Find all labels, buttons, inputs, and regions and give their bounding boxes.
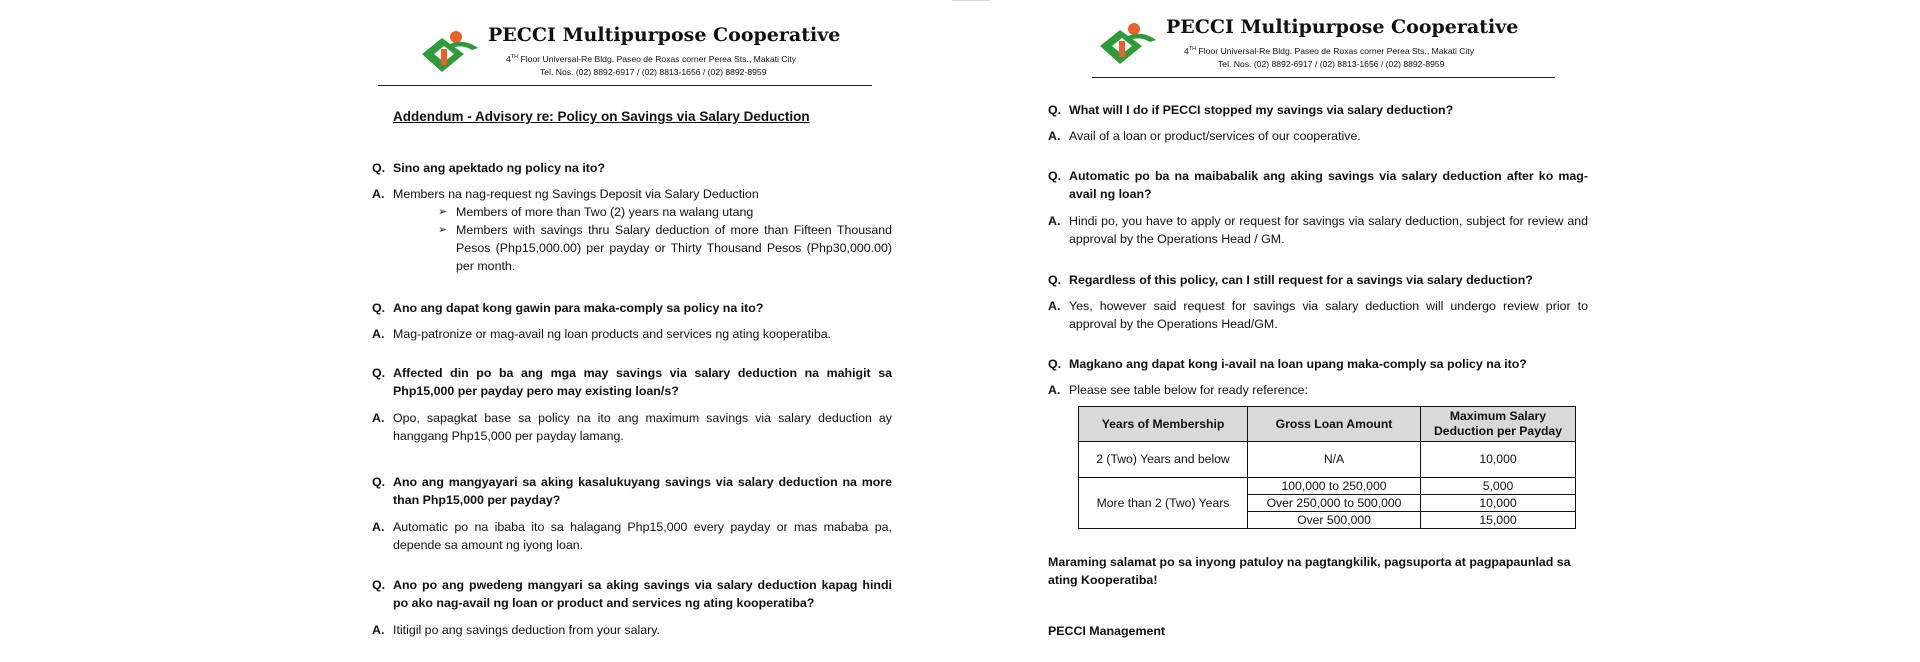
table-row xyxy=(1079,478,1576,495)
letterhead-divider xyxy=(1092,77,1555,78)
answer-2: A. Mag-patronize or mag-avail ng loan products and services ng ating kooperatiba. xyxy=(372,327,832,341)
org-name: PECCI Multipurpose Cooperative xyxy=(1166,16,1519,38)
column-header: Years of Membership xyxy=(1079,407,1248,442)
pecci-logo-icon xyxy=(1098,20,1162,68)
table-cell: 10,000 xyxy=(1421,442,1576,478)
list-item: ➢ Members of more than Two (2) years na walang utang xyxy=(438,203,892,221)
answer-1-bullets xyxy=(438,203,892,275)
answer-7: A. Hindi po, you have to apply or request for savings via salary deduction, subject for review and approval by the Operations Head / GM. xyxy=(1048,214,1588,246)
loan-reference-table xyxy=(1078,406,1576,529)
question-8: Q. Regardless of this policy, can I still request for a savings via salary deduction? xyxy=(1048,273,1533,287)
question-3: Q. Affected din po ba ang mga may savings via salary deduction na mahigit sa Php15,000 per payday pero may existing loan/s? xyxy=(372,366,892,398)
table-cell: 15,000 xyxy=(1421,512,1576,529)
list-item: ➢ Members with savings thru Salary deduction of more than Fifteen Thousand Pesos (Php15,000.00) per payday or Thirty Thousand Pesos (Php30,000.00) per month. xyxy=(438,221,892,275)
table-row xyxy=(1079,442,1576,478)
answer-9: A. Please see table below for ready reference: xyxy=(1048,383,1309,397)
question-4: Q. Ano ang mangyayari sa aking kasalukuyang savings via salary deduction na more than Php15,000 per payday? xyxy=(372,475,892,507)
table-cell: 100,000 to 250,000 xyxy=(1248,478,1421,495)
answer-3: A. Opo, sapagkat base sa policy na ito ang maximum savings via salary deduction ay hanggang Php15,000 per payday lamang. xyxy=(372,411,892,443)
table-cell: 5,000 xyxy=(1421,478,1576,495)
org-address: 4TH Floor Universal-Re Bldg. Paseo de Roxas corner Perea Sts., Makati City xyxy=(1184,46,1475,56)
column-header: Gross Loan Amount xyxy=(1248,407,1421,442)
table-cell: N/A xyxy=(1248,442,1421,478)
question-9: Q. Magkano ang dapat kong i-avail na loan upang maka-comply sa policy na ito? xyxy=(1048,357,1527,371)
question-6: Q. What will I do if PECCI stopped my savings via salary deduction? xyxy=(1048,103,1454,117)
question-1: Q. Sino ang apektado ng policy na ito? xyxy=(372,161,606,175)
org-telephone: Tel. Nos. (02) 8892-6917 / (02) 8813-1656 / (02) 8892-8959 xyxy=(540,67,767,77)
answer-1: A. Members na nag-request ng Savings Deposit via Salary Deduction ➢ Members of more than Two (2) years na walang utang ➢ Members with savings thru Salary deduction of more than Fifteen Thousand Pesos (Php15,000.00) per payday or Thirty Thousand Pesos (Php30,000.00) per month. xyxy=(372,185,892,275)
answer-5: A. Ititigil po ang savings deduction from your salary. xyxy=(372,623,660,637)
org-address: 4TH Floor Universal-Re Bldg. Paseo de Roxas corner Perea Sts., Makati City xyxy=(506,54,797,64)
letterhead-divider xyxy=(378,85,872,86)
column-header: Maximum Salary Deduction per Payday xyxy=(1421,407,1576,442)
answer-8: A. Yes, however said request for savings via salary deduction will undergo review prior to approval by the Operations Head/GM. xyxy=(1048,299,1588,331)
question-7: Q. Automatic po ba na maibabalik ang aking savings via salary deduction after ko mag-avail ng loan? xyxy=(1048,169,1588,201)
org-telephone: Tel. Nos. (02) 8892-6917 / (02) 8813-1656 / (02) 8892-8959 xyxy=(1218,59,1445,69)
question-5: Q. Ano po ang pwedeng mangyari sa aking savings via salary deduction kapag hindi po ako nag-avail ng loan or product and services ng ating kooperatiba? xyxy=(372,578,892,610)
table-cell: Over 250,000 to 500,000 xyxy=(1248,495,1421,512)
letterhead xyxy=(1098,14,1558,74)
answer-6: A. Avail of a loan or product/services of our cooperative. xyxy=(1048,129,1361,143)
signoff: PECCI Management xyxy=(1048,624,1166,638)
org-name: PECCI Multipurpose Cooperative xyxy=(488,24,841,46)
table-cell: More than 2 (Two) Years xyxy=(1079,478,1248,529)
closing-message: Maraming salamat po sa inyong patuloy na pagtangkilik, pagsuporta at pagpapaunlad sa ating Kooperatiba! xyxy=(1048,555,1571,587)
answer-4: A. Automatic po na ibaba ito sa halagang Php15,000 every payday or mas mababa pa, depende sa amount ng iyong loan. xyxy=(372,520,892,552)
document-title: Addendum - Advisory re: Policy on Savings via Salary Deduction xyxy=(393,109,810,124)
table-cell: Over 500,000 xyxy=(1248,512,1421,529)
document-page-2 xyxy=(990,0,1630,662)
document-page-1 xyxy=(312,0,952,662)
letterhead xyxy=(420,22,880,82)
table-cell: 2 (Two) Years and below xyxy=(1079,442,1248,478)
question-2: Q. Ano ang dapat kong gawin para maka-comply sa policy na ito? xyxy=(372,301,764,315)
pecci-logo-icon xyxy=(420,28,484,76)
table-cell: 10,000 xyxy=(1421,495,1576,512)
